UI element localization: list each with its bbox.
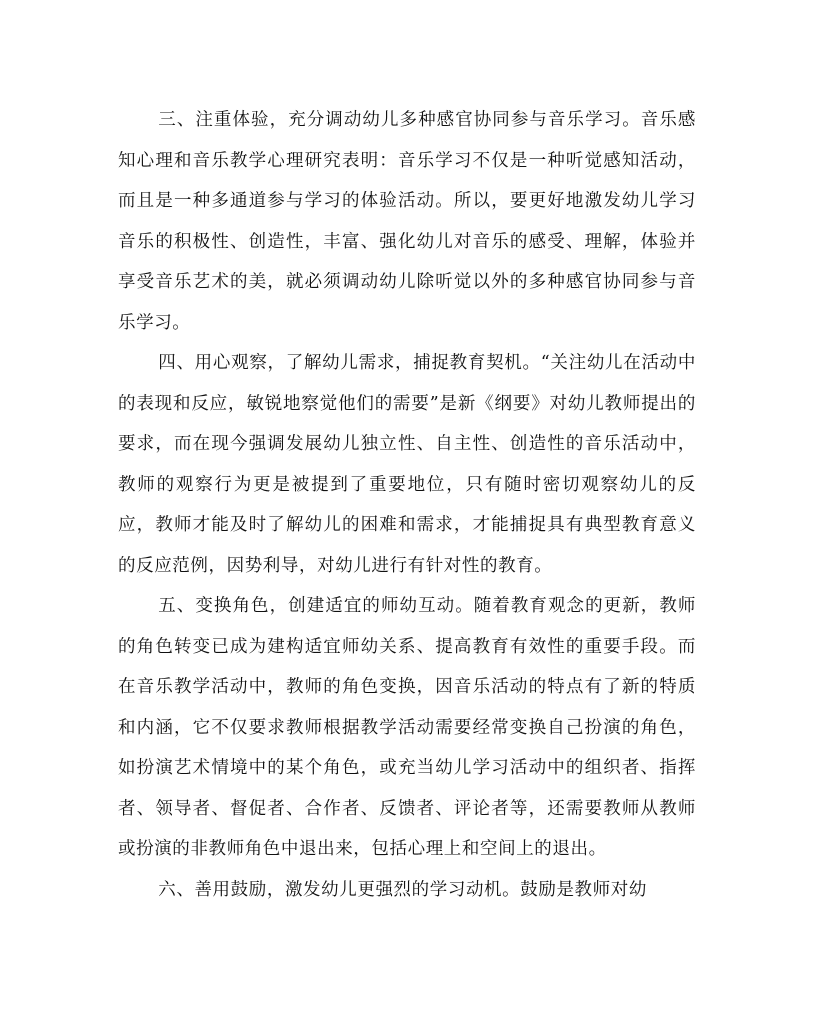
paragraph-section-5: 五、变换角色，创建适宜的师幼互动。随着教育观念的更新，教师的角色转变已成为建构适宜师幼关系、提高教育有效性的重要手段。而在音乐教学活动中，教师的角色变换，因音乐活动的特点有了新的特质和内涵，它不仅要求教师根据教学活动需要经常变换自己扮演的角色，如扮演艺术情境中的某个角色，或充当幼儿学习活动中的组织者、指挥者、领导者、督促者、合作者、反馈者、评论者等，还需要教师从教师或扮演的非教师角色中退出来，包括心理上和空间上的退出。 bbox=[118, 596, 696, 859]
paragraph-section-4: 四、用心观察，了解幼儿需求，捕捉教育契机。“关注幼儿在活动中的表现和反应，敏锐地察觉他们的需要”是新《纲要》对幼儿教师提出的要求，而在现今强调发展幼儿独立性、自主性、创造性的音乐活动中，教师的观察行为更是被提到了重要地位，只有随时密切观察幼儿的反应，教师才能及时了解幼儿的困难和需求，才能捕捉具有典型教育意义的反应范例，因势利导，对幼儿进行有针对性的教育。 bbox=[118, 353, 696, 576]
paragraph-section-6: 六、善用鼓励，激发幼儿更强烈的学习动机。鼓励是教师对幼 bbox=[158, 879, 647, 900]
paragraph-section-3: 三、注重体验，充分调动幼儿多种感官协同参与音乐学习。音乐感知心理和音乐教学心理研究表明：音乐学习不仅是一种听觉感知活动，而且是一种多通道参与学习的体验活动。所以，要更好地激发幼儿学习音乐的积极性、创造性，丰富、强化幼儿对音乐的感受、理解，体验并享受音乐艺术的美，就必须调动幼儿除听觉以外的多种感官协同参与音乐学习。 bbox=[118, 110, 696, 333]
document-body bbox=[118, 100, 696, 910]
